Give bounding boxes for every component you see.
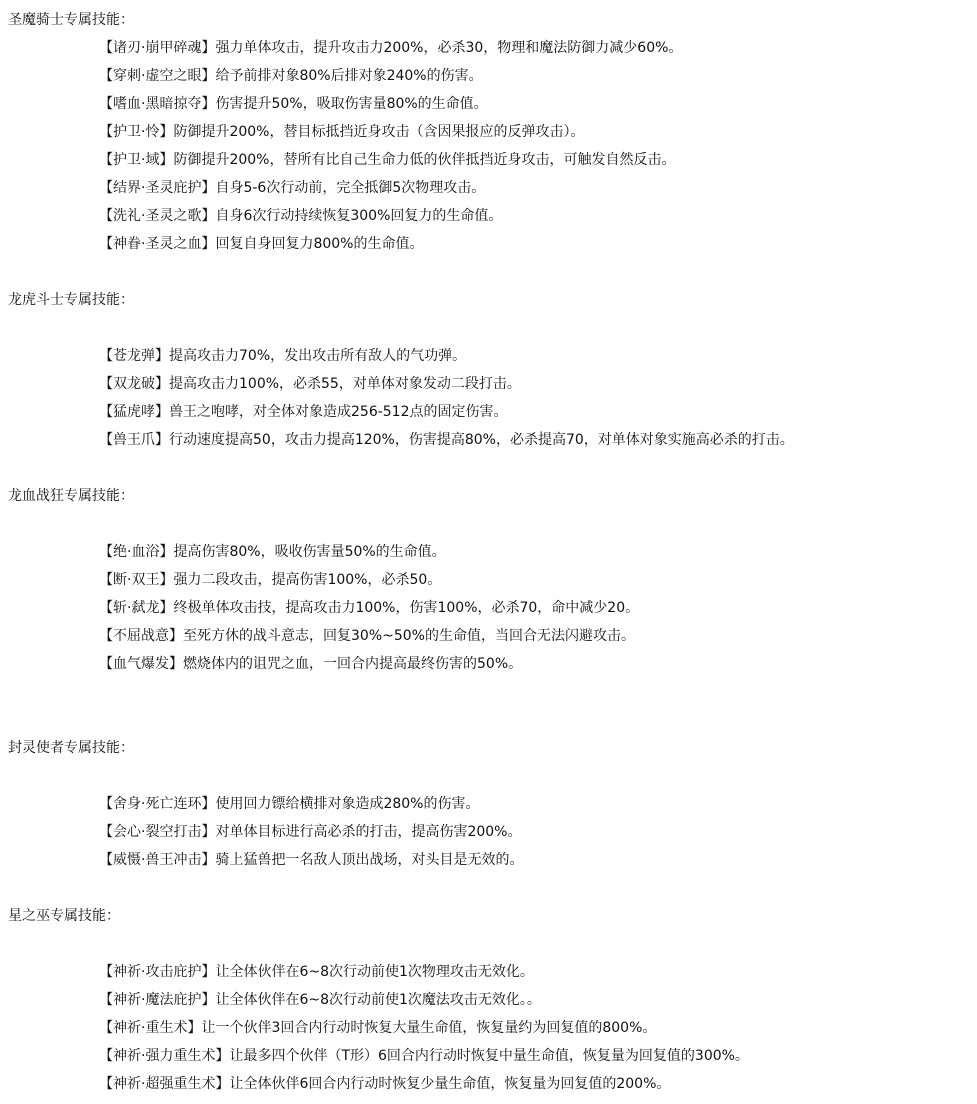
skill-line: 【神祈·超强重生术】让全体伙伴6回合内行动时恢复少量生命值，恢复量为回复值的200%。 xyxy=(99,1076,671,1092)
skill-line: 【兽王爪】行动速度提高50，攻击力提高120%，伤害提高80%，必杀提高70，对单体对象实施高必杀的打击。 xyxy=(99,432,794,448)
section-title-star-shaman: 星之巫专属技能： xyxy=(8,908,120,924)
skill-line: 【断·双王】强力二段攻击，提高伤害100%，必杀50。 xyxy=(99,572,442,588)
skill-line: 【绝·血浴】提高伤害80%，吸收伤害量50%的生命值。 xyxy=(99,544,446,560)
skill-line: 【双龙破】提高攻击力100%，必杀55，对单体对象发动二段打击。 xyxy=(99,376,521,392)
section-title-paladin: 圣魔骑士专属技能： xyxy=(8,12,134,28)
section-title-dragon-tiger-fighter: 龙虎斗士专属技能： xyxy=(8,292,134,308)
skill-line: 【诸刃·崩甲碎魂】强力单体攻击，提升攻击力200%，必杀30，物理和魔法防御力减少60%。 xyxy=(99,40,683,56)
skill-line: 【神祈·攻击庇护】让全体伙伴在6~8次行动前使1次物理攻击无效化。 xyxy=(99,964,534,980)
skill-line: 【威慑·兽王冲击】骑上猛兽把一名敌人顶出战场，对头目是无效的。 xyxy=(99,852,524,868)
skill-line: 【结界·圣灵庇护】自身5-6次行动前，完全抵御5次物理攻击。 xyxy=(99,180,486,196)
skill-line: 【神祈·重生术】让一个伙伴3回合内行动时恢复大量生命值，恢复量约为回复值的800%。 xyxy=(99,1020,657,1036)
skill-line: 【洗礼·圣灵之歌】自身6次行动持续恢复300%回复力的生命值。 xyxy=(99,208,503,224)
skill-line: 【会心·裂空打击】对单体目标进行高必杀的打击，提高伤害200%。 xyxy=(99,824,522,840)
skill-line: 【嗜血·黑暗掠夺】伤害提升50%，吸取伤害量80%的生命值。 xyxy=(99,96,488,112)
skill-line: 【护卫·怜】防御提升200%，替目标抵挡近身攻击（含因果报应的反弹攻击）。 xyxy=(99,124,585,140)
section-title-spirit-sealer: 封灵使者专属技能： xyxy=(8,740,134,756)
skill-line: 【神祈·魔法庇护】让全体伙伴在6~8次行动前使1次魔法攻击无效化。。 xyxy=(99,992,541,1008)
skill-line: 【猛虎哮】兽王之咆哮，对全体对象造成256-512点的固定伤害。 xyxy=(99,404,508,420)
skill-line: 【舍身·死亡连环】使用回力镖给横排对象造成280%的伤害。 xyxy=(99,796,480,812)
skill-line: 【穿刺·虚空之眼】给予前排对象80%后排对象240%的伤害。 xyxy=(99,68,483,84)
skill-line: 【神祈·强力重生术】让最多四个伙伴（T形）6回合内行动时恢复中量生命值，恢复量为回复值的300%。 xyxy=(99,1048,749,1064)
skill-line: 【不屈战意】至死方休的战斗意志，回复30%~50%的生命值，当回合无法闪避攻击。 xyxy=(99,628,635,644)
skill-line: 【护卫·域】防御提升200%，替所有比自己生命力低的伙伴抵挡近身攻击，可触发自然反击。 xyxy=(99,152,676,168)
skill-line: 【神眷·圣灵之血】回复自身回复力800%的生命值。 xyxy=(99,236,424,252)
skill-line: 【血气爆发】燃烧体内的诅咒之血，一回合内提高最终伤害的50%。 xyxy=(99,656,523,672)
section-title-dragon-blood-berserker: 龙血战狂专属技能： xyxy=(8,488,134,504)
skill-line: 【斩·弑龙】终极单体攻击技，提高攻击力100%，伤害100%，必杀70，命中减少20。 xyxy=(99,600,640,616)
skill-line: 【苍龙弹】提高攻击力70%，发出攻击所有敌人的气功弹。 xyxy=(99,348,467,364)
